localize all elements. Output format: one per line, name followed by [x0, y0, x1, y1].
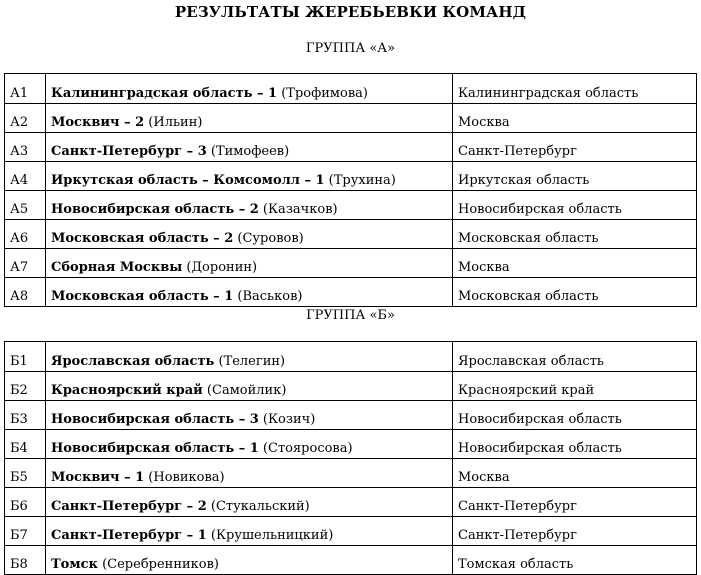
team-name-cell — [46, 488, 453, 517]
team-name-cell — [46, 74, 453, 104]
team-code-cell: Б2 — [5, 372, 46, 401]
coach-name: (Ильин) — [144, 115, 203, 130]
team-name: Красноярский край — [51, 383, 203, 398]
team-code-cell: А8 — [5, 278, 46, 307]
table-row — [5, 220, 697, 249]
team-code-cell: А4 — [5, 162, 46, 191]
table-row — [5, 430, 697, 459]
table-row — [5, 517, 697, 546]
coach-name: (Васьков) — [233, 289, 303, 304]
table-row — [5, 162, 697, 191]
team-name-cell — [46, 191, 453, 220]
team-name: Санкт-Петербург – 1 — [51, 528, 207, 543]
team-code-cell: А1 — [5, 74, 46, 104]
coach-name: (Трухина) — [324, 173, 396, 188]
team-name-cell — [46, 342, 453, 372]
team-name-cell — [46, 517, 453, 546]
group-a-table — [4, 73, 697, 307]
team-code-cell: А7 — [5, 249, 46, 278]
coach-name: (Крушельницкий) — [206, 528, 334, 543]
team-name-cell — [46, 249, 453, 278]
team-name-cell — [46, 459, 453, 488]
team-code-cell: Б3 — [5, 401, 46, 430]
region-cell: Санкт-Петербург — [453, 488, 697, 517]
region-cell: Томская область — [453, 546, 697, 575]
table-row — [5, 278, 697, 307]
team-code-cell: А3 — [5, 133, 46, 162]
team-name: Москвич – 2 — [51, 115, 145, 130]
coach-name: (Стояросова) — [258, 441, 353, 456]
coach-name: (Казачков) — [258, 202, 338, 217]
region-cell: Москва — [453, 249, 697, 278]
region-cell: Новосибирская область — [453, 430, 697, 459]
region-cell: Московская область — [453, 220, 697, 249]
team-name-cell — [46, 430, 453, 459]
coach-name: (Доронин) — [182, 260, 258, 275]
team-name: Новосибирская область – 2 — [51, 202, 259, 217]
table-row — [5, 488, 697, 517]
coach-name: (Серебренников) — [97, 557, 219, 572]
region-cell: Санкт-Петербург — [453, 517, 697, 546]
team-name: Москвич – 1 — [51, 470, 145, 485]
group-b-table — [4, 341, 697, 575]
region-cell: Санкт-Петербург — [453, 133, 697, 162]
team-code-cell: Б6 — [5, 488, 46, 517]
region-cell: Новосибирская область — [453, 401, 697, 430]
coach-name: (Трофимова) — [277, 86, 369, 101]
team-name-cell — [46, 546, 453, 575]
team-name-cell — [46, 401, 453, 430]
table-row — [5, 401, 697, 430]
table-row — [5, 459, 697, 488]
team-name: Санкт-Петербург – 2 — [51, 499, 207, 514]
team-name: Калининградская область – 1 — [51, 86, 278, 101]
table-row — [5, 372, 697, 401]
table-row — [5, 342, 697, 372]
team-name-cell — [46, 372, 453, 401]
team-name: Сборная Москвы — [51, 260, 183, 275]
team-name: Иркутская область – Комсомолл – 1 — [51, 173, 325, 188]
table-row — [5, 191, 697, 220]
coach-name: (Самойлик) — [202, 383, 287, 398]
team-code-cell: Б4 — [5, 430, 46, 459]
coach-name: (Новикова) — [144, 470, 225, 485]
team-name-cell — [46, 104, 453, 133]
region-cell: Иркутская область — [453, 162, 697, 191]
team-code-cell: Б5 — [5, 459, 46, 488]
coach-name: (Телегин) — [214, 354, 286, 369]
group-a-title: ГРУППА «А» — [305, 41, 396, 56]
coach-name: (Суровов) — [233, 231, 304, 246]
team-name: Томск — [51, 557, 98, 572]
region-cell: Москва — [453, 104, 697, 133]
table-row — [5, 74, 697, 104]
region-cell: Москва — [453, 459, 697, 488]
team-name: Ярославская область — [51, 354, 215, 369]
team-code-cell: Б7 — [5, 517, 46, 546]
team-name: Московская область – 2 — [51, 231, 234, 246]
team-name: Санкт-Петербург – 3 — [51, 144, 207, 159]
team-name: Новосибирская область – 3 — [51, 412, 259, 427]
coach-name: (Козич) — [258, 412, 316, 427]
coach-name: (Стукальский) — [206, 499, 310, 514]
region-cell: Московская область — [453, 278, 697, 307]
table-row — [5, 249, 697, 278]
region-cell: Ярославская область — [453, 342, 697, 372]
team-name: Московская область – 1 — [51, 289, 234, 304]
document-title: РЕЗУЛЬТАТЫ ЖЕРЕБЬЕВКИ КОМАНД — [174, 3, 527, 21]
team-code-cell: А5 — [5, 191, 46, 220]
team-name-cell — [46, 220, 453, 249]
team-name-cell — [46, 162, 453, 191]
team-name-cell — [46, 278, 453, 307]
team-code-cell: Б8 — [5, 546, 46, 575]
table-row — [5, 133, 697, 162]
region-cell: Новосибирская область — [453, 191, 697, 220]
team-code-cell: А6 — [5, 220, 46, 249]
team-code-cell: Б1 — [5, 342, 46, 372]
group-b-title: ГРУППА «Б» — [306, 308, 395, 323]
region-cell: Калининградская область — [453, 74, 697, 104]
coach-name: (Тимофеев) — [206, 144, 290, 159]
table-row — [5, 546, 697, 575]
table-row — [5, 104, 697, 133]
team-name: Новосибирская область – 1 — [51, 441, 259, 456]
team-code-cell: А2 — [5, 104, 46, 133]
team-name-cell — [46, 133, 453, 162]
region-cell: Красноярский край — [453, 372, 697, 401]
